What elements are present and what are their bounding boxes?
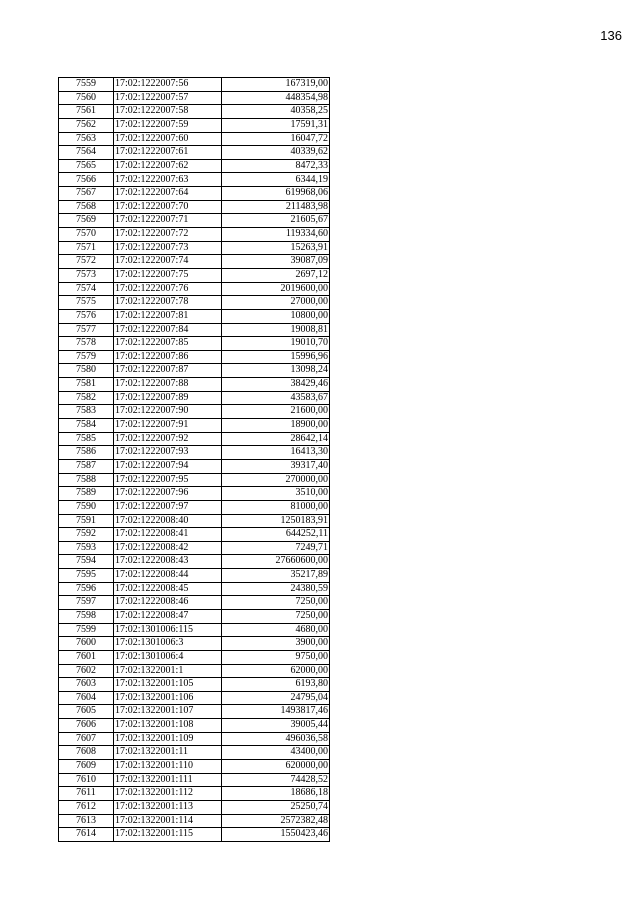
row-number-cell: 7562 xyxy=(59,118,114,132)
cadastral-value-cell: 40358,25 xyxy=(222,105,330,119)
row-number-cell: 7595 xyxy=(59,569,114,583)
row-number-cell: 7570 xyxy=(59,228,114,242)
cadastral-number-cell: 17:02:1322001:11 xyxy=(114,746,222,760)
table-row xyxy=(59,705,330,719)
row-number-cell: 7568 xyxy=(59,200,114,214)
cadastral-number-cell: 17:02:1301006:3 xyxy=(114,637,222,651)
table-row xyxy=(59,241,330,255)
cadastral-number-cell: 17:02:1222008:45 xyxy=(114,582,222,596)
table-row xyxy=(59,173,330,187)
cadastral-number-cell: 17:02:1322001:114 xyxy=(114,814,222,828)
row-number-cell: 7579 xyxy=(59,350,114,364)
table-row xyxy=(59,446,330,460)
table-row xyxy=(59,746,330,760)
cadastral-number-cell: 17:02:1322001:107 xyxy=(114,705,222,719)
cadastral-value-cell: 8472,33 xyxy=(222,159,330,173)
row-number-cell: 7600 xyxy=(59,637,114,651)
row-number-cell: 7604 xyxy=(59,691,114,705)
table-row xyxy=(59,296,330,310)
cadastral-value-cell: 62000,00 xyxy=(222,664,330,678)
row-number-cell: 7586 xyxy=(59,446,114,460)
cadastral-number-cell: 17:02:1222007:94 xyxy=(114,459,222,473)
row-number-cell: 7583 xyxy=(59,405,114,419)
table-row xyxy=(59,378,330,392)
table-row xyxy=(59,569,330,583)
row-number-cell: 7593 xyxy=(59,541,114,555)
cadastral-number-cell: 17:02:1222007:57 xyxy=(114,91,222,105)
table-row xyxy=(59,609,330,623)
row-number-cell: 7613 xyxy=(59,814,114,828)
cadastral-value-cell: 619968,06 xyxy=(222,187,330,201)
cadastral-number-cell: 17:02:1222007:93 xyxy=(114,446,222,460)
table-row xyxy=(59,309,330,323)
table-row xyxy=(59,500,330,514)
row-number-cell: 7566 xyxy=(59,173,114,187)
cadastral-number-cell: 17:02:1322001:115 xyxy=(114,828,222,842)
table-row xyxy=(59,118,330,132)
cadastral-number-cell: 17:02:1322001:110 xyxy=(114,760,222,774)
cadastral-value-cell: 9750,00 xyxy=(222,650,330,664)
table-row xyxy=(59,459,330,473)
table-row xyxy=(59,323,330,337)
row-number-cell: 7603 xyxy=(59,678,114,692)
cadastral-value-cell: 10800,00 xyxy=(222,309,330,323)
row-number-cell: 7591 xyxy=(59,514,114,528)
row-number-cell: 7561 xyxy=(59,105,114,119)
table-row xyxy=(59,541,330,555)
cadastral-number-cell: 17:02:1222007:84 xyxy=(114,323,222,337)
row-number-cell: 7581 xyxy=(59,378,114,392)
table-row xyxy=(59,800,330,814)
cadastral-number-cell: 17:02:1222008:47 xyxy=(114,609,222,623)
cadastral-number-cell: 17:02:1222007:95 xyxy=(114,473,222,487)
cadastral-value-cell: 40339,62 xyxy=(222,146,330,160)
table-row xyxy=(59,159,330,173)
row-number-cell: 7601 xyxy=(59,650,114,664)
table-row xyxy=(59,828,330,842)
cadastral-value-cell: 2697,12 xyxy=(222,268,330,282)
cadastral-value-cell: 15996,96 xyxy=(222,350,330,364)
cadastral-value-cell: 74428,52 xyxy=(222,773,330,787)
row-number-cell: 7598 xyxy=(59,609,114,623)
cadastral-number-cell: 17:02:1222007:85 xyxy=(114,337,222,351)
cadastral-number-cell: 17:02:1222008:42 xyxy=(114,541,222,555)
cadastral-number-cell: 17:02:1222007:60 xyxy=(114,132,222,146)
cadastral-value-cell: 211483,98 xyxy=(222,200,330,214)
cadastral-value-cell: 1550423,46 xyxy=(222,828,330,842)
cadastral-number-cell: 17:02:1222008:43 xyxy=(114,555,222,569)
table-row xyxy=(59,678,330,692)
cadastral-value-cell: 7250,00 xyxy=(222,609,330,623)
table-row xyxy=(59,146,330,160)
cadastral-value-cell: 18686,18 xyxy=(222,787,330,801)
cadastral-number-cell: 17:02:1322001:106 xyxy=(114,691,222,705)
cadastral-value-cell: 270000,00 xyxy=(222,473,330,487)
cadastral-number-cell: 17:02:1222007:75 xyxy=(114,268,222,282)
row-number-cell: 7612 xyxy=(59,800,114,814)
table-row xyxy=(59,132,330,146)
cadastral-number-cell: 17:02:1222008:44 xyxy=(114,569,222,583)
table-row xyxy=(59,187,330,201)
cadastral-value-cell: 13098,24 xyxy=(222,364,330,378)
cadastral-value-cell: 24380,59 xyxy=(222,582,330,596)
cadastral-value-cell: 43583,67 xyxy=(222,391,330,405)
cadastral-number-cell: 17:02:1222007:73 xyxy=(114,241,222,255)
cadastral-number-cell: 17:02:1222008:46 xyxy=(114,596,222,610)
table-row xyxy=(59,364,330,378)
row-number-cell: 7580 xyxy=(59,364,114,378)
cadastral-value-cell: 16047,72 xyxy=(222,132,330,146)
table-row xyxy=(59,91,330,105)
cadastral-value-cell: 18900,00 xyxy=(222,419,330,433)
table-row xyxy=(59,105,330,119)
row-number-cell: 7584 xyxy=(59,419,114,433)
table-row xyxy=(59,787,330,801)
cadastral-number-cell: 17:02:1222007:59 xyxy=(114,118,222,132)
row-number-cell: 7563 xyxy=(59,132,114,146)
table-row xyxy=(59,405,330,419)
cadastral-number-cell: 17:02:1222007:56 xyxy=(114,78,222,92)
row-number-cell: 7599 xyxy=(59,623,114,637)
cadastral-number-cell: 17:02:1322001:108 xyxy=(114,719,222,733)
cadastral-value-cell: 644252,11 xyxy=(222,528,330,542)
cadastral-number-cell: 17:02:1222007:76 xyxy=(114,282,222,296)
table-row xyxy=(59,432,330,446)
row-number-cell: 7594 xyxy=(59,555,114,569)
row-number-cell: 7605 xyxy=(59,705,114,719)
row-number-cell: 7571 xyxy=(59,241,114,255)
cadastral-number-cell: 17:02:1222007:62 xyxy=(114,159,222,173)
cadastral-value-cell: 119334,60 xyxy=(222,228,330,242)
cadastral-value-cell: 3510,00 xyxy=(222,487,330,501)
cadastral-value-cell: 27660600,00 xyxy=(222,555,330,569)
cadastral-number-cell: 17:02:1222007:81 xyxy=(114,309,222,323)
row-number-cell: 7608 xyxy=(59,746,114,760)
cadastral-value-cell: 167319,00 xyxy=(222,78,330,92)
row-number-cell: 7597 xyxy=(59,596,114,610)
table-row xyxy=(59,419,330,433)
row-number-cell: 7572 xyxy=(59,255,114,269)
row-number-cell: 7576 xyxy=(59,309,114,323)
row-number-cell: 7609 xyxy=(59,760,114,774)
cadastral-number-cell: 17:02:1222007:64 xyxy=(114,187,222,201)
table-row xyxy=(59,514,330,528)
row-number-cell: 7575 xyxy=(59,296,114,310)
row-number-cell: 7564 xyxy=(59,146,114,160)
cadastral-number-cell: 17:02:1301006:4 xyxy=(114,650,222,664)
row-number-cell: 7559 xyxy=(59,78,114,92)
cadastral-value-cell: 39005,44 xyxy=(222,719,330,733)
cadastral-value-cell: 21605,67 xyxy=(222,214,330,228)
row-number-cell: 7611 xyxy=(59,787,114,801)
cadastral-number-cell: 17:02:1322001:1 xyxy=(114,664,222,678)
cadastral-value-cell: 15263,91 xyxy=(222,241,330,255)
cadastral-number-cell: 17:02:1322001:113 xyxy=(114,800,222,814)
row-number-cell: 7607 xyxy=(59,732,114,746)
cadastral-value-cell: 7250,00 xyxy=(222,596,330,610)
table-row xyxy=(59,555,330,569)
table-row xyxy=(59,719,330,733)
table-row xyxy=(59,732,330,746)
cadastral-value-cell: 496036,58 xyxy=(222,732,330,746)
cadastral-value-cell: 28642,14 xyxy=(222,432,330,446)
cadastral-number-cell: 17:02:1222007:78 xyxy=(114,296,222,310)
cadastral-value-cell: 16413,30 xyxy=(222,446,330,460)
table-row xyxy=(59,282,330,296)
cadastral-value-cell: 6344,19 xyxy=(222,173,330,187)
row-number-cell: 7602 xyxy=(59,664,114,678)
table-body xyxy=(59,78,330,842)
row-number-cell: 7587 xyxy=(59,459,114,473)
row-number-cell: 7560 xyxy=(59,91,114,105)
cadastral-value-cell: 39087,09 xyxy=(222,255,330,269)
cadastral-number-cell: 17:02:1222007:61 xyxy=(114,146,222,160)
cadastral-number-cell: 17:02:1222008:41 xyxy=(114,528,222,542)
cadastral-value-cell: 1250183,91 xyxy=(222,514,330,528)
cadastral-value-cell: 43400,00 xyxy=(222,746,330,760)
table-row xyxy=(59,350,330,364)
table-row xyxy=(59,214,330,228)
cadastral-number-cell: 17:02:1222007:90 xyxy=(114,405,222,419)
cadastral-number-cell: 17:02:1222007:88 xyxy=(114,378,222,392)
cadastral-number-cell: 17:02:1222007:97 xyxy=(114,500,222,514)
cadastral-number-cell: 17:02:1322001:112 xyxy=(114,787,222,801)
cadastral-value-cell: 2019600,00 xyxy=(222,282,330,296)
table-row xyxy=(59,760,330,774)
row-number-cell: 7567 xyxy=(59,187,114,201)
cadastral-value-cell: 448354,98 xyxy=(222,91,330,105)
cadastral-number-cell: 17:02:1222007:72 xyxy=(114,228,222,242)
row-number-cell: 7596 xyxy=(59,582,114,596)
table-row xyxy=(59,596,330,610)
cadastral-number-cell: 17:02:1222007:71 xyxy=(114,214,222,228)
row-number-cell: 7589 xyxy=(59,487,114,501)
cadastral-value-cell: 19010,70 xyxy=(222,337,330,351)
cadastral-number-cell: 17:02:1301006:115 xyxy=(114,623,222,637)
cadastral-number-cell: 17:02:1222007:87 xyxy=(114,364,222,378)
cadastral-value-cell: 27000,00 xyxy=(222,296,330,310)
row-number-cell: 7614 xyxy=(59,828,114,842)
table-row xyxy=(59,391,330,405)
cadastral-number-cell: 17:02:1322001:111 xyxy=(114,773,222,787)
table-row xyxy=(59,228,330,242)
table-row xyxy=(59,637,330,651)
table-row xyxy=(59,691,330,705)
table-row xyxy=(59,650,330,664)
row-number-cell: 7606 xyxy=(59,719,114,733)
table-row xyxy=(59,623,330,637)
cadastral-number-cell: 17:02:1222007:70 xyxy=(114,200,222,214)
cadastral-value-cell: 620000,00 xyxy=(222,760,330,774)
cadastral-value-table xyxy=(58,77,330,842)
table-row xyxy=(59,582,330,596)
table-row xyxy=(59,255,330,269)
cadastral-value-cell: 3900,00 xyxy=(222,637,330,651)
row-number-cell: 7565 xyxy=(59,159,114,173)
row-number-cell: 7574 xyxy=(59,282,114,296)
table-row xyxy=(59,814,330,828)
table-row xyxy=(59,487,330,501)
cadastral-number-cell: 17:02:1222007:86 xyxy=(114,350,222,364)
cadastral-value-cell: 25250,74 xyxy=(222,800,330,814)
table-row xyxy=(59,337,330,351)
row-number-cell: 7610 xyxy=(59,773,114,787)
cadastral-value-cell: 39317,40 xyxy=(222,459,330,473)
cadastral-number-cell: 17:02:1222007:63 xyxy=(114,173,222,187)
table-row xyxy=(59,268,330,282)
cadastral-number-cell: 17:02:1222008:40 xyxy=(114,514,222,528)
cadastral-value-cell: 24795,04 xyxy=(222,691,330,705)
cadastral-value-cell: 17591,31 xyxy=(222,118,330,132)
cadastral-number-cell: 17:02:1222007:91 xyxy=(114,419,222,433)
cadastral-value-cell: 6193,80 xyxy=(222,678,330,692)
row-number-cell: 7582 xyxy=(59,391,114,405)
cadastral-number-cell: 17:02:1222007:92 xyxy=(114,432,222,446)
row-number-cell: 7592 xyxy=(59,528,114,542)
row-number-cell: 7590 xyxy=(59,500,114,514)
cadastral-value-cell: 19008,81 xyxy=(222,323,330,337)
cadastral-value-cell: 38429,46 xyxy=(222,378,330,392)
cadastral-number-cell: 17:02:1222007:89 xyxy=(114,391,222,405)
table-row xyxy=(59,528,330,542)
cadastral-value-cell: 21600,00 xyxy=(222,405,330,419)
row-number-cell: 7573 xyxy=(59,268,114,282)
row-number-cell: 7588 xyxy=(59,473,114,487)
cadastral-value-cell: 2572382,48 xyxy=(222,814,330,828)
table-row xyxy=(59,78,330,92)
cadastral-value-cell: 4680,00 xyxy=(222,623,330,637)
cadastral-value-cell: 81000,00 xyxy=(222,500,330,514)
cadastral-number-cell: 17:02:1222007:74 xyxy=(114,255,222,269)
cadastral-value-cell: 35217,89 xyxy=(222,569,330,583)
row-number-cell: 7578 xyxy=(59,337,114,351)
cadastral-number-cell: 17:02:1222007:58 xyxy=(114,105,222,119)
table-row xyxy=(59,200,330,214)
cadastral-number-cell: 17:02:1322001:109 xyxy=(114,732,222,746)
table-row xyxy=(59,664,330,678)
table-row xyxy=(59,473,330,487)
row-number-cell: 7585 xyxy=(59,432,114,446)
cadastral-value-cell: 7249,71 xyxy=(222,541,330,555)
cadastral-value-cell: 1493817,46 xyxy=(222,705,330,719)
cadastral-number-cell: 17:02:1322001:105 xyxy=(114,678,222,692)
table-row xyxy=(59,773,330,787)
page-number: 136 xyxy=(600,28,622,43)
row-number-cell: 7569 xyxy=(59,214,114,228)
row-number-cell: 7577 xyxy=(59,323,114,337)
cadastral-number-cell: 17:02:1222007:96 xyxy=(114,487,222,501)
